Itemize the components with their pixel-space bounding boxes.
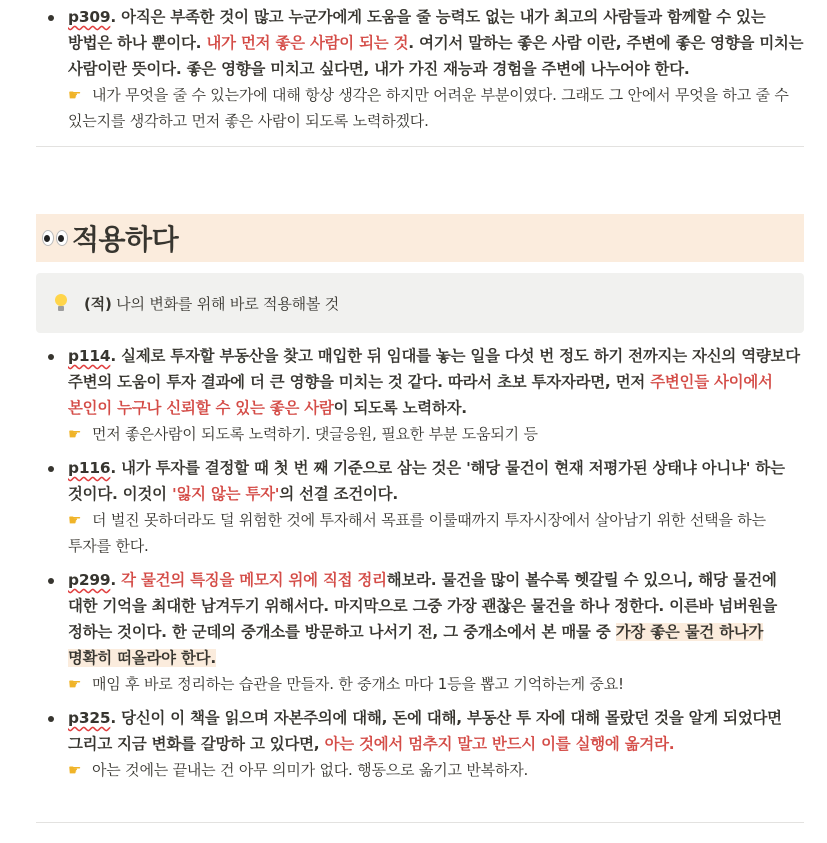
note-text [68, 421, 804, 447]
quote-highlight: 주변인들 사이에서 본인이 누구나 신뢰할 수 있는 좋은 사람 [68, 373, 773, 417]
pointing-finger-icon: ☛ [68, 511, 82, 529]
quote-segment: . 당신이 이 책을 읽으며 자본주의에 대해, 돈에 대해, 부동산 투 자에 대해 몰랐던 것을 알게 되었다면 그리고 지금 변화를 갈망하 고 있다면, [68, 709, 782, 753]
page-reference: p116 [68, 459, 111, 477]
page-reference: p299 [68, 571, 111, 589]
light-bulb-icon [54, 294, 68, 312]
callout-prefix: (적) [84, 294, 112, 313]
list-item [36, 4, 804, 134]
quote-segment: . 아직은 부족한 것이 많고 누군가에게 도움을 줄 능력도 없는 내가 최고의 사람들과 함께할 수 있는 방법은 하나 뿐이다. [68, 8, 766, 52]
quote-highlight: 각 물건의 특징을 메모지 위에 직접 정리 [121, 571, 387, 589]
note-content: 아는 것에는 끝내는 건 아무 의미가 없다. 행동으로 옮기고 반복하자. [92, 761, 529, 779]
page-reference: p325 [68, 709, 111, 727]
callout-box [36, 273, 804, 333]
heading-title: 적용하다 [72, 223, 179, 256]
bullet-dot [48, 15, 54, 21]
note-text [68, 671, 804, 697]
divider [36, 146, 804, 147]
quote-segment: 이 되도록 노력하자. [333, 399, 467, 417]
quote-segment: . 내가 투자를 결정할 때 첫 번 째 기준으로 삼는 것은 '해당 물건이 현재 저평가된 상태냐 아니냐' 하는 것이다. 이것이 [68, 459, 785, 503]
quote-segment: . 실제로 투자할 부동산을 찾고 매입한 뒤 임대를 놓는 일을 다섯 번 정도 하기 전까지는 자신의 역량보다 주변의 도움이 투자 결과에 더 큰 영향을 미치는 것 같다. 따라서 초보 투자자라면, 먼저 [68, 347, 800, 391]
note-content: 매임 후 바로 정리하는 습관을 만들자. 한 중개소 마다 1등을 뽑고 기억하는게 중요! [92, 675, 624, 693]
list-item [36, 455, 804, 559]
list-item [36, 567, 804, 697]
quote-text [68, 455, 804, 507]
pointing-finger-icon: ☛ [68, 86, 82, 104]
note-text [68, 507, 804, 559]
note-text [68, 82, 804, 134]
top-quote-block [36, 4, 804, 147]
list-item [36, 705, 804, 783]
list-item [36, 343, 804, 447]
quote-highlight: '잃지 않는 투자' [171, 485, 280, 503]
quote-text [68, 343, 804, 421]
bullet-dot [48, 578, 54, 584]
quote-background-highlight: 가장 좋은 물건 하나가 명확히 떠올라야 한다. [68, 623, 764, 667]
quote-text [68, 567, 804, 671]
note-content: 더 벌진 못하더라도 덜 위험한 것에 투자해서 목표를 이룰때까지 투자시장에서 살아남기 위한 선택을 하는 투자를 한다. [68, 511, 766, 555]
page-reference: p309 [68, 8, 111, 26]
eyes-icon [42, 230, 68, 246]
divider [36, 822, 804, 823]
pointing-finger-icon: ☛ [68, 761, 82, 779]
bullet-dot [48, 716, 54, 722]
bullet-dot [48, 354, 54, 360]
pointing-finger-icon: ☛ [68, 425, 82, 443]
note-text [68, 757, 804, 783]
note-content: 내가 무엇을 줄 수 있는가에 대해 항상 생각은 하지만 어려운 부분이였다. 그래도 그 안에서 무엇을 하고 줄 수 있는지를 생각하고 먼저 좋은 사람이 되도록 노력하겠다. [68, 86, 789, 130]
note-content: 먼저 좋은사람이 되도록 노력하기. 댓글응원, 필요한 부분 도움되기 등 [92, 425, 538, 443]
pointing-finger-icon: ☛ [68, 675, 82, 693]
quote-text [68, 705, 804, 757]
quote-segment: . 여기서 말하는 좋은 사람 이란, 주변에 좋은 영향을 미치는 사람이란 뜻이다. 좋은 영향을 미치고 싶다면, 내가 가진 재능과 경험을 주변에 나누어야 한다. [68, 34, 804, 78]
applied-quotes-list [36, 343, 804, 791]
callout-text [84, 293, 339, 314]
quote-segment: 해보라. 물건을 많이 볼수록 헷갈릴 수 있으니, 해당 물건에 대한 기억을 최대한 남겨두기 위해서다. 마지막으로 그중 가장 괜찮은 물건을 하나 정한다. 이른바 넘버원을 정하는 것이다. 한 군데의 중개소를 방문하고 나서기 전, 그 중개소에서 본 매물 중 [68, 571, 778, 641]
bullet-dot [48, 466, 54, 472]
page-reference: p114 [68, 347, 111, 365]
quote-highlight: 내가 먼저 좋은 사람이 되는 것 [206, 34, 409, 52]
quote-segment: 의 선결 조건이다. [279, 485, 398, 503]
callout-body: 나의 변화를 위해 바로 적용해볼 것 [111, 294, 340, 313]
quote-text [68, 4, 804, 82]
quote-segment: . [110, 571, 122, 589]
quote-highlight: 아는 것에서 멈추지 말고 반드시 이를 실행에 옮겨라. [324, 735, 675, 753]
section-heading [36, 214, 804, 262]
